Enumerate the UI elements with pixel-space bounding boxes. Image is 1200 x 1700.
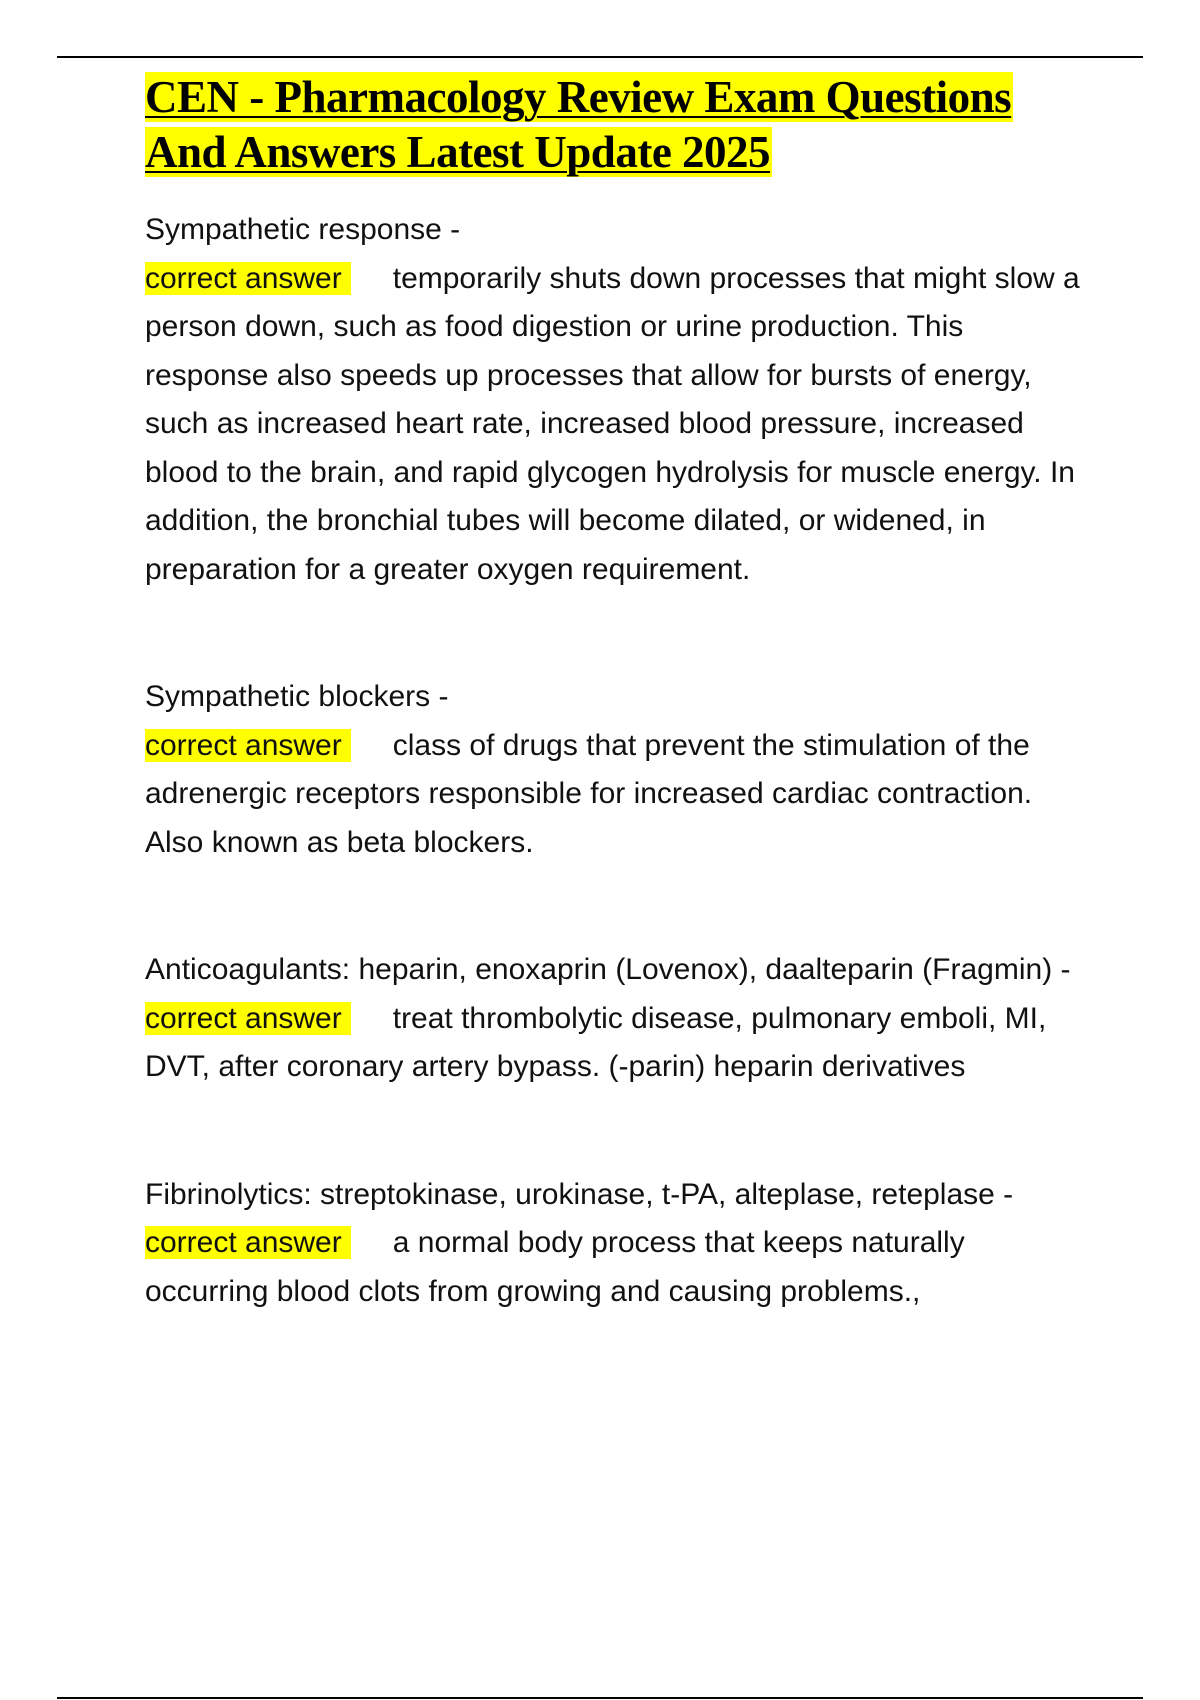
correct-answer-label: correct answer bbox=[145, 262, 351, 295]
qa-item bbox=[145, 673, 1095, 867]
qa-item bbox=[145, 946, 1095, 1092]
question-text: Anticoagulants: heparin, enoxaprin (Lovenox), daalteparin (Fragmin) - bbox=[145, 953, 1071, 986]
document-body bbox=[145, 70, 1095, 1395]
qa-item bbox=[145, 1171, 1095, 1317]
answer-text: a normal body process that keeps naturally occurring blood clots from growing and causing problems., bbox=[145, 1226, 965, 1308]
correct-answer-label: correct answer bbox=[145, 729, 351, 762]
document-title bbox=[145, 70, 1095, 180]
answer-text: treat thrombolytic disease, pulmonary emboli, MI, DVT, after coronary artery bypass. (-parin) heparin derivatives bbox=[145, 1001, 1047, 1083]
qa-item bbox=[145, 206, 1095, 594]
top-divider bbox=[57, 56, 1143, 58]
document-title-text: CEN - Pharmacology Review Exam Questions And Answers Latest Update 2025 bbox=[145, 72, 1012, 177]
question-text: Sympathetic blockers - bbox=[145, 680, 449, 713]
answer-text: class of drugs that prevent the stimulation of the adrenergic receptors responsible for increased cardiac contraction. Also known as beta blockers. bbox=[145, 728, 1033, 859]
question-text: Sympathetic response - bbox=[145, 213, 461, 246]
question-text: Fibrinolytics: streptokinase, urokinase, t-PA, alteplase, reteplase - bbox=[145, 1177, 1014, 1211]
correct-answer-label: correct answer bbox=[145, 1226, 351, 1259]
correct-answer-label: correct answer bbox=[145, 1002, 351, 1035]
bottom-divider bbox=[57, 1697, 1143, 1699]
answer-text: temporarily shuts down processes that might slow a person down, such as food digestion or urine production. This response also speeds up processes that allow for bursts of energy, such as increased heart rate, increased blood pressure, increased blood to the brain, and rapid glycogen hydrolysis for muscle energy. In addition, the bronchial tubes will become dilated, or widened, in preparation for a greater oxygen requirement. bbox=[145, 261, 1080, 586]
